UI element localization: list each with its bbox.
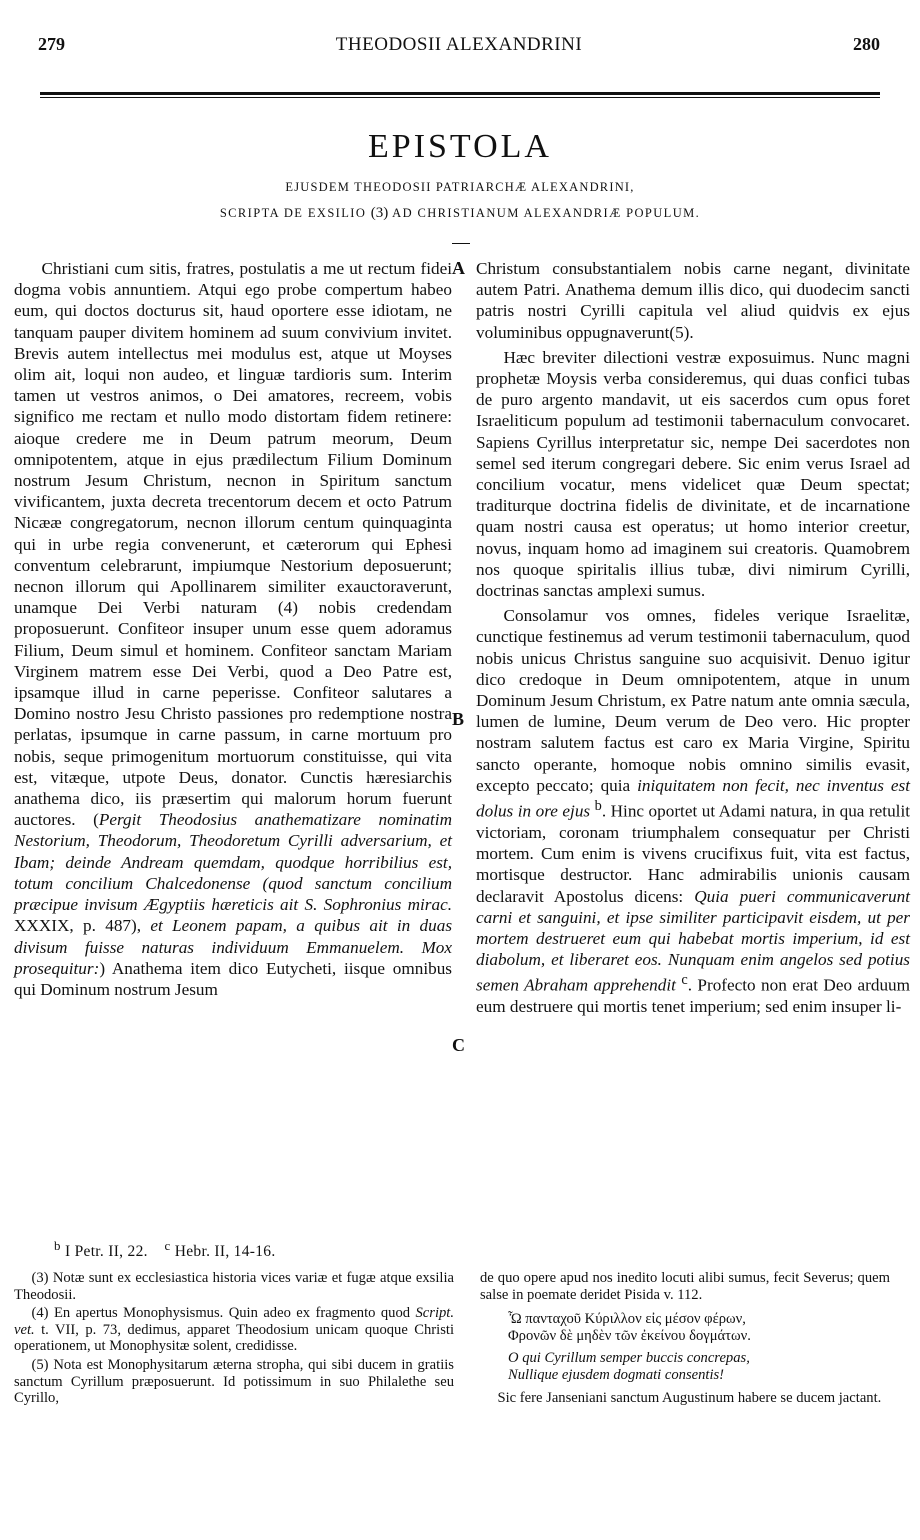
- right-paragraph-2: Hæc breviter dilectioni vestræ exposuimus. Nunc magni prophetæ Moysis verba consideremus, qui duas confici tubas de puro argento mandavit, ut eis sacerdos cum opus foret Israeliticum populum ad testimonii tabernaculum convocaret. Sapiens Cyrillus interpretatur sic, nempe Dei sacerdotes non semel sed iterum congregari debere. Sic enim verus Israel ad concilium vocatur, mens videlicet quæ Deum spectat; traditurque doctrina fidelis de divinitate, et de incarnatione quam nostri causa est operatus; ut homo interior creetur, novus, inquam homo ad imaginem sui creatoris. Quamobrem nos quoque spiritalis illius tubæ, divi nimirum Cyrilli, doctrinas sanctas amplexi sumus.: [476, 347, 910, 601]
- latin-line-2: Nullique ejusdem dogmati consentis!: [508, 1366, 725, 1383]
- footnotes-right: [480, 1270, 890, 1406]
- footnotes-left: [14, 1270, 454, 1407]
- ref-b-sup: b: [54, 1238, 61, 1253]
- left-p1-italic: Pergit Theodosius anathematizare nominatim Nestorium, Theodorum, Theodoretum Cyrilli adversarium, et Ibam; deinde Andream quemdam, quodque horribilius est, totum concilium Chalcedonense (quod sanctum concilium præcipue invisum Ægyptiis hæreticis ait S. Sophronius mirac.: [14, 810, 452, 915]
- latin-line-1: O qui Cyrillum semper buccis concrepas,: [508, 1350, 750, 1367]
- ref-b-text: I Petr. II, 22.: [64, 1243, 148, 1261]
- footnote-3: (3) Notæ sunt ex ecclesiastica historia vices variæ et fugæ atque exsilia Theodosii.: [14, 1270, 454, 1303]
- right-p3-sup-c: c: [681, 972, 688, 989]
- right-p3-sup-b: b: [594, 798, 602, 815]
- left-p1-italic2: et Leonem papam, a quibus ait in duas divisum fuisse naturas individuum Emmanuelem. Mox prosequitur:: [14, 916, 453, 978]
- margin-letter-c: C: [452, 1035, 465, 1055]
- left-p1-text: Christiani cum sitis, fratres, postulatis a me ut rectum fidei dogma vobis annuntiem. Atqui ego probe compertum habeo eum, qui doctos docturus sit, haud oportere esse idiotam, ne tanquam pauper divitem hominem ad suum convivium invitet. Brevis autem intellectus mei modulus est, atque ut Moyses olim ait, loqui non audeo, et linguæ tardioris sum. Interim tamen ut vestros animos, o Dei amatores, recreem, vobis significo me rectam et nullo modo distortam fidem retinere: aioque credere me in Deum patrum meorum, Deum omnipotentem, atque in ejus prædilectum Filium Dominum nostrum Jesum Christum, necnon in Spiritum sanctum vivificantem, juxta decreta trecentorum decem et octo Patrum Nicææ congregatorum, necnon illorum centum quinquaginta qui in urbe regia convenerunt, et cæterorum qui Ephesi conventum celebrarunt, impiumque Nestorium deposuerunt; necnon illorum qui Apollinarem similiter exauctoraverunt, unamque Dei Verbi naturam (4) nobis credendam proposuerunt. Confiteor insuper unum esse quem adoramus Filium, Deum simul et hominem. Confiteor sanctam Mariam Virginem matrem esse Dei Verbi, quod a Deo Patre est, ipsamque illud in carne peperisse. Confiteor salutares a Domino nostro Jesu Christo passiones pro redemptione nostra perlatas, ipsumque in carne passum, in carne mortuum pro nobis, seque primogenitum mortuorum constituisse, qui vita est, vitæque, utpote Deus, donator. Cunctis hæresiarchis anathema dico, iis præsertim qui malorum horum fuerunt auctores. (: [14, 259, 452, 830]
- footnote-4: [14, 1305, 454, 1355]
- subtitle-part-b: AD CHRISTIANUM ALEXANDRIÆ POPULUM.: [392, 206, 701, 220]
- right-p3-text-b: . Hinc oportet ut Adami natura, in qua retulit victoriam, coronam triumphalem consequatur per Christi mortem. Cum enim is vivens crucifixus fuit, vita est factus, mortisque destructor. Hanc admirabilis unionis causam declaravit Apostolus dicens:: [476, 801, 910, 906]
- right-p3-text-a: Consolamur vos omnes, fideles verique Israelitæ, cunctique festinemus ad verum testimonii tabernaculum, quod nobis unicus Christus sanguine suo acquisivit. Denuo igitur dico credoque in Deum omnipotentem, atque in unum Dominum Jesum Christum, ex Patre natum ante omnia sæcula, lumen de lumine, Deum verum de Deo vero. Hic propter nostram salutem factus est caro ex Maria Virgine, Spiritu sancto operante, homoque nobis omnino similis evasit, excepto peccato; quia: [476, 606, 910, 795]
- right-paragraph-3: [476, 605, 910, 1017]
- header-rule-thick: [40, 92, 880, 95]
- epistle-subtitle-line2: [0, 205, 920, 222]
- scripture-references: [54, 1238, 276, 1261]
- footnote-4-text-b: t. VII, p. 73, dedimus, apparet Theodosium unicam quoque Christi operationem, ut Monophysitæ solent, credidisse.: [14, 1321, 455, 1355]
- greek-line-2: Φρονῶν δὲ μηδὲν τῶν ἐκείνου δογμάτων.: [508, 1327, 751, 1344]
- page-number-left: 279: [38, 34, 65, 54]
- left-p1-end: ) Anathema item dico Eutycheti, iisque omnibus qui Dominum nostrum Jesum: [14, 958, 452, 999]
- margin-letter-a: A: [452, 258, 465, 278]
- latin-quote: [508, 1350, 890, 1383]
- right-column: [476, 258, 910, 1018]
- right-p3-text-c: . Profecto non erat Deo arduum eum destruere qui mortis tenet imperium; sed enim insuper li-: [476, 976, 910, 1017]
- subtitle-part-a: SCRIPTA DE EXSILIO: [219, 206, 367, 220]
- left-column: [14, 258, 452, 1000]
- epistle-title: EPISTOLA: [368, 128, 552, 165]
- footnote-closing: Sic fere Janseniani sanctum Augustinum habere se ducem jactant.: [497, 1389, 882, 1406]
- right-p3-italic-b: Quia pueri communicaverunt carni et sanguini, et ipse similiter participavit eisdem, ut per mortem destrueret eum qui habebat mortis imperium, id est diabolum, et liberaret eos. Nunquam enim angelos sed potius semen Abraham apprehendit: [476, 886, 910, 996]
- footnote-5-continuation: de quo opere apud nos inedito locuti alibi sumus, fecit Severus; quem salse in poemate deridet Pisida v. 112.: [480, 1270, 890, 1303]
- greek-line-1: Ὦ πανταχοῦ Κύριλλον εἰς μέσον φέρων,: [508, 1311, 746, 1328]
- running-title: THEODOSII ALEXANDRINI: [335, 34, 583, 55]
- right-p3-italic-a: iniquitatem non fecit, nec inventus est dolus in ore ejus: [476, 775, 910, 821]
- margin-letter-b: B: [452, 709, 465, 729]
- left-paragraph-1: [14, 258, 452, 1000]
- epistle-subtitle-line1: EJUSDEM THEODOSII PATRIARCHÆ ALEXANDRINI,: [285, 180, 635, 194]
- ref-c-sup: c: [164, 1238, 171, 1253]
- subtitle-footnote-ref: (3): [370, 205, 389, 221]
- title-dash: [452, 243, 470, 244]
- greek-quote: [508, 1311, 890, 1344]
- ref-c-text: Hebr. II, 14-16.: [174, 1243, 276, 1261]
- header-rule-thin: [40, 97, 880, 98]
- right-paragraph-1: Christum consubstantialem nobis carne negant, divinitate autem Patri. Anathema demum illis dico, qui duodecim sancti patris nostri Cyrilli capitula vel aliud quidvis ex ejus voluminibus oppugnaverunt(5).: [476, 259, 910, 342]
- footnote-4-text-a: (4) En apertus Monophysismus. Quin adeo ex fragmento quod: [31, 1305, 411, 1322]
- footnote-4-italic: Script. vet.: [14, 1305, 454, 1338]
- left-p1-ref: XXXIX, p. 487),: [14, 916, 142, 936]
- footnote-5: (5) Nota est Monophysitarum æterna stropha, qui sibi ducem in gratiis sanctum Cyrillum præposuerunt. Id potissimum in suo Philalethe seu Cyrillo,: [14, 1356, 454, 1407]
- running-head: [38, 34, 880, 60]
- page-number-right: 280: [853, 34, 880, 54]
